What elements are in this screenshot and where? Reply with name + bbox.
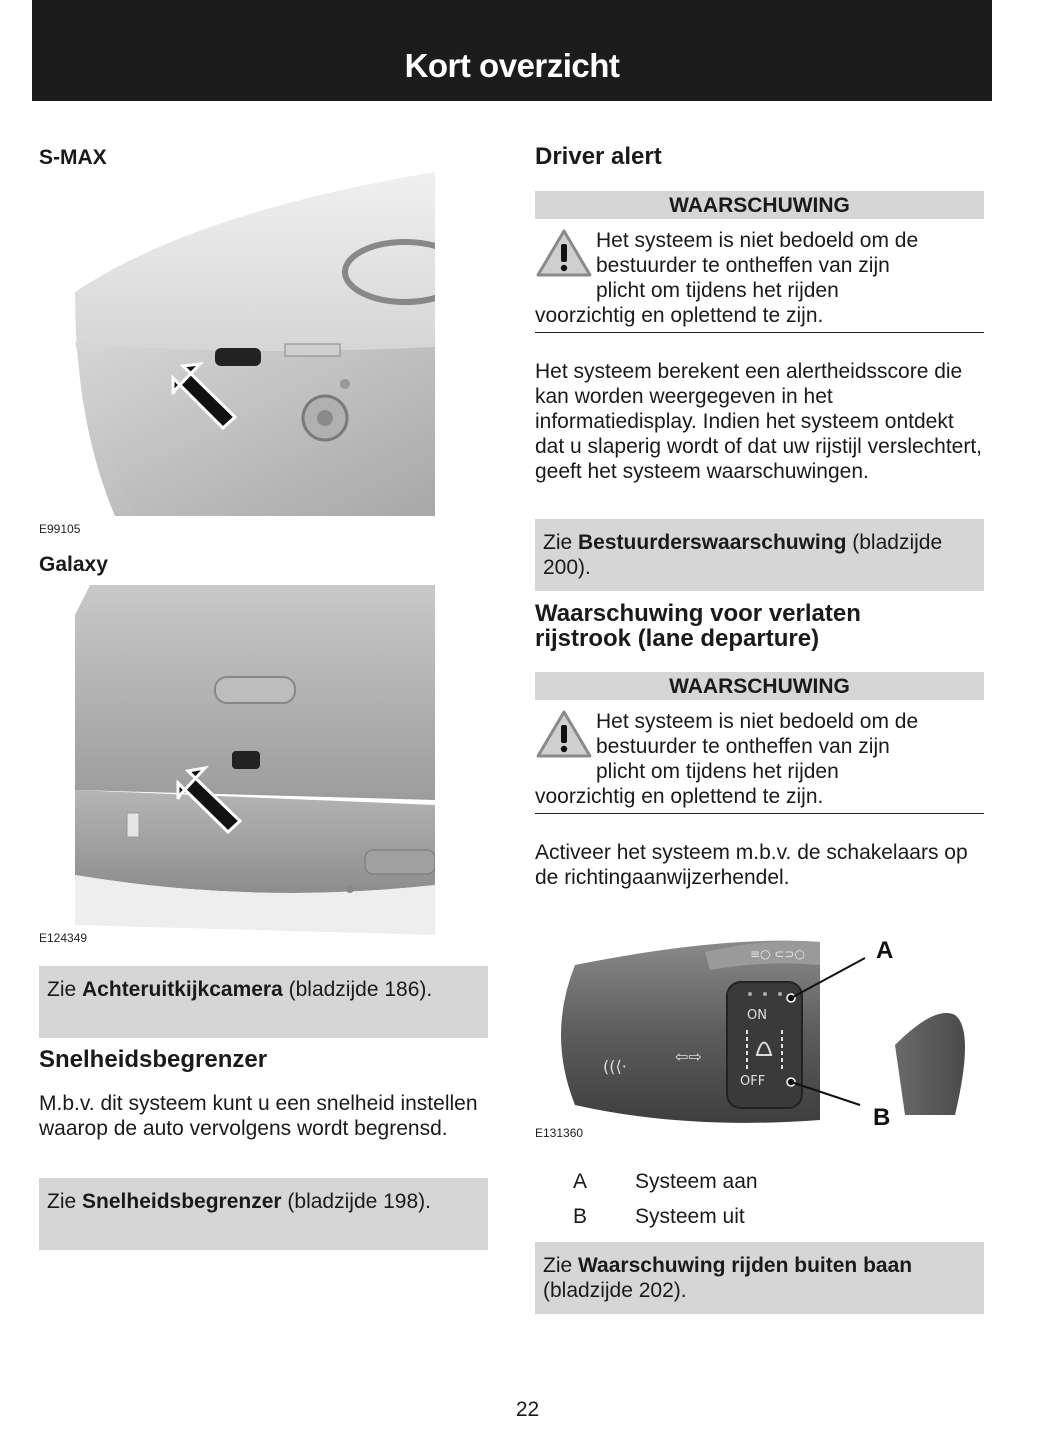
warning-line: voorzichtig en oplettend te zijn. (535, 304, 824, 327)
warning-triangle-icon (535, 228, 593, 278)
camera-reference-box (39, 966, 488, 1038)
speed-heading-wrap (39, 1047, 488, 1072)
driver-alert-reference-box (535, 519, 984, 591)
warning-title-2: WAARSCHUWING (535, 672, 984, 700)
warning-line: Het systeem is niet bedoeld om de (596, 229, 919, 252)
lever-label-b: B (873, 1104, 891, 1131)
ref-suffix: (bladzijde 186). (282, 978, 433, 1001)
smax-heading-wrap (39, 146, 488, 170)
smax-rear-camera-illustration (75, 172, 435, 516)
lever-label-a: A (876, 937, 894, 964)
warning-line: plicht om tijdens het rijden (596, 279, 839, 302)
svg-text:((⟨·: ((⟨· (603, 1057, 627, 1076)
ref-suffix: (bladzijde 200). (543, 531, 943, 579)
lane-reference-box (535, 1242, 984, 1314)
ref-prefix: Zie (47, 1190, 83, 1213)
galaxy-rear-camera-illustration (75, 585, 435, 945)
smax-heading: S-MAX (39, 146, 107, 169)
speed-reference-box (39, 1178, 488, 1250)
lane-departure-heading (535, 601, 984, 651)
galaxy-figure-code: E124349 (39, 931, 88, 945)
lever-figure-code: E131360 (535, 1126, 584, 1140)
legend-row (573, 1170, 873, 1195)
ref-prefix: Zie (543, 531, 579, 554)
legend-value: Systeem aan (635, 1170, 758, 1193)
lane-heading-wrap (535, 601, 984, 651)
ref-suffix: (bladzijde 198). (281, 1190, 431, 1213)
warning-body-2 (535, 709, 984, 814)
svg-text:≡○ ⊂⊃○: ≡○ ⊂⊃○ (750, 947, 805, 961)
legend-row (573, 1205, 873, 1230)
speed-limiter-heading: Snelheidsbegrenzer (39, 1046, 268, 1073)
driver-alert-heading-wrap (535, 144, 984, 169)
galaxy-heading-wrap (39, 553, 488, 577)
ref-suffix: (bladzijde 202). (543, 1279, 687, 1302)
warning-title-1: WAARSCHUWING (535, 191, 984, 219)
page-title: Kort overzicht (404, 47, 620, 84)
driver-alert-reference-link[interactable]: Bestuurderswaarschuwing (578, 531, 847, 554)
warning-body-1 (535, 228, 984, 333)
ref-prefix: Zie (543, 1254, 579, 1277)
legend-key: B (573, 1205, 588, 1228)
lever-on-label: ON (747, 1008, 767, 1023)
page-number: 22 (515, 1398, 540, 1421)
warning-line: bestuurder te ontheffen van zijn (596, 735, 890, 758)
speed-limiter-text: M.b.v. dit systeem kunt u een snelheid instellen waarop de auto vervolgens wordt begrensd. (39, 1092, 478, 1140)
legend-key: A (573, 1170, 588, 1193)
warning-line: bestuurder te ontheffen van zijn (596, 254, 890, 277)
lane-departure-text: Activeer het systeem m.b.v. de schakelaars op de richtingaanwijzerhendel. (535, 841, 968, 889)
smax-figure-code: E99105 (39, 522, 81, 536)
camera-reference-link[interactable]: Achteruitkijkcamera (82, 978, 283, 1001)
lane-heading-line: rijstrook (lane departure) (535, 625, 820, 652)
warning-line: Het systeem is niet bedoeld om de (596, 710, 919, 733)
speed-reference-link[interactable]: Snelheidsbegrenzer (82, 1190, 282, 1213)
warning-line: voorzichtig en oplettend te zijn. (535, 785, 824, 808)
lane-reference-link[interactable]: Waarschuwing rijden buiten baan (578, 1254, 913, 1277)
lever-off-label: OFF (740, 1074, 766, 1089)
driver-alert-text: Het systeem berekent een alertheidsscore die kan worden weergegeven in het informatiedisplay. Indien het systeem ontdekt dat u slaperig wordt of dat uw rijstijl verslechtert, geeft het systeem waarschuwingen. (535, 360, 983, 483)
svg-text:⇦⇨: ⇦⇨ (675, 1047, 702, 1066)
galaxy-heading: Galaxy (39, 553, 108, 576)
driver-alert-heading: Driver alert (535, 143, 662, 170)
ref-prefix: Zie (47, 978, 83, 1001)
lane-heading-line: Waarschuwing voor verlaten (535, 600, 861, 627)
turn-signal-lever-illustration (535, 930, 985, 1145)
legend-value: Systeem uit (635, 1205, 745, 1228)
page-header (32, 0, 992, 101)
warning-line: plicht om tijdens het rijden (596, 760, 839, 783)
warning-triangle-icon (535, 709, 593, 759)
